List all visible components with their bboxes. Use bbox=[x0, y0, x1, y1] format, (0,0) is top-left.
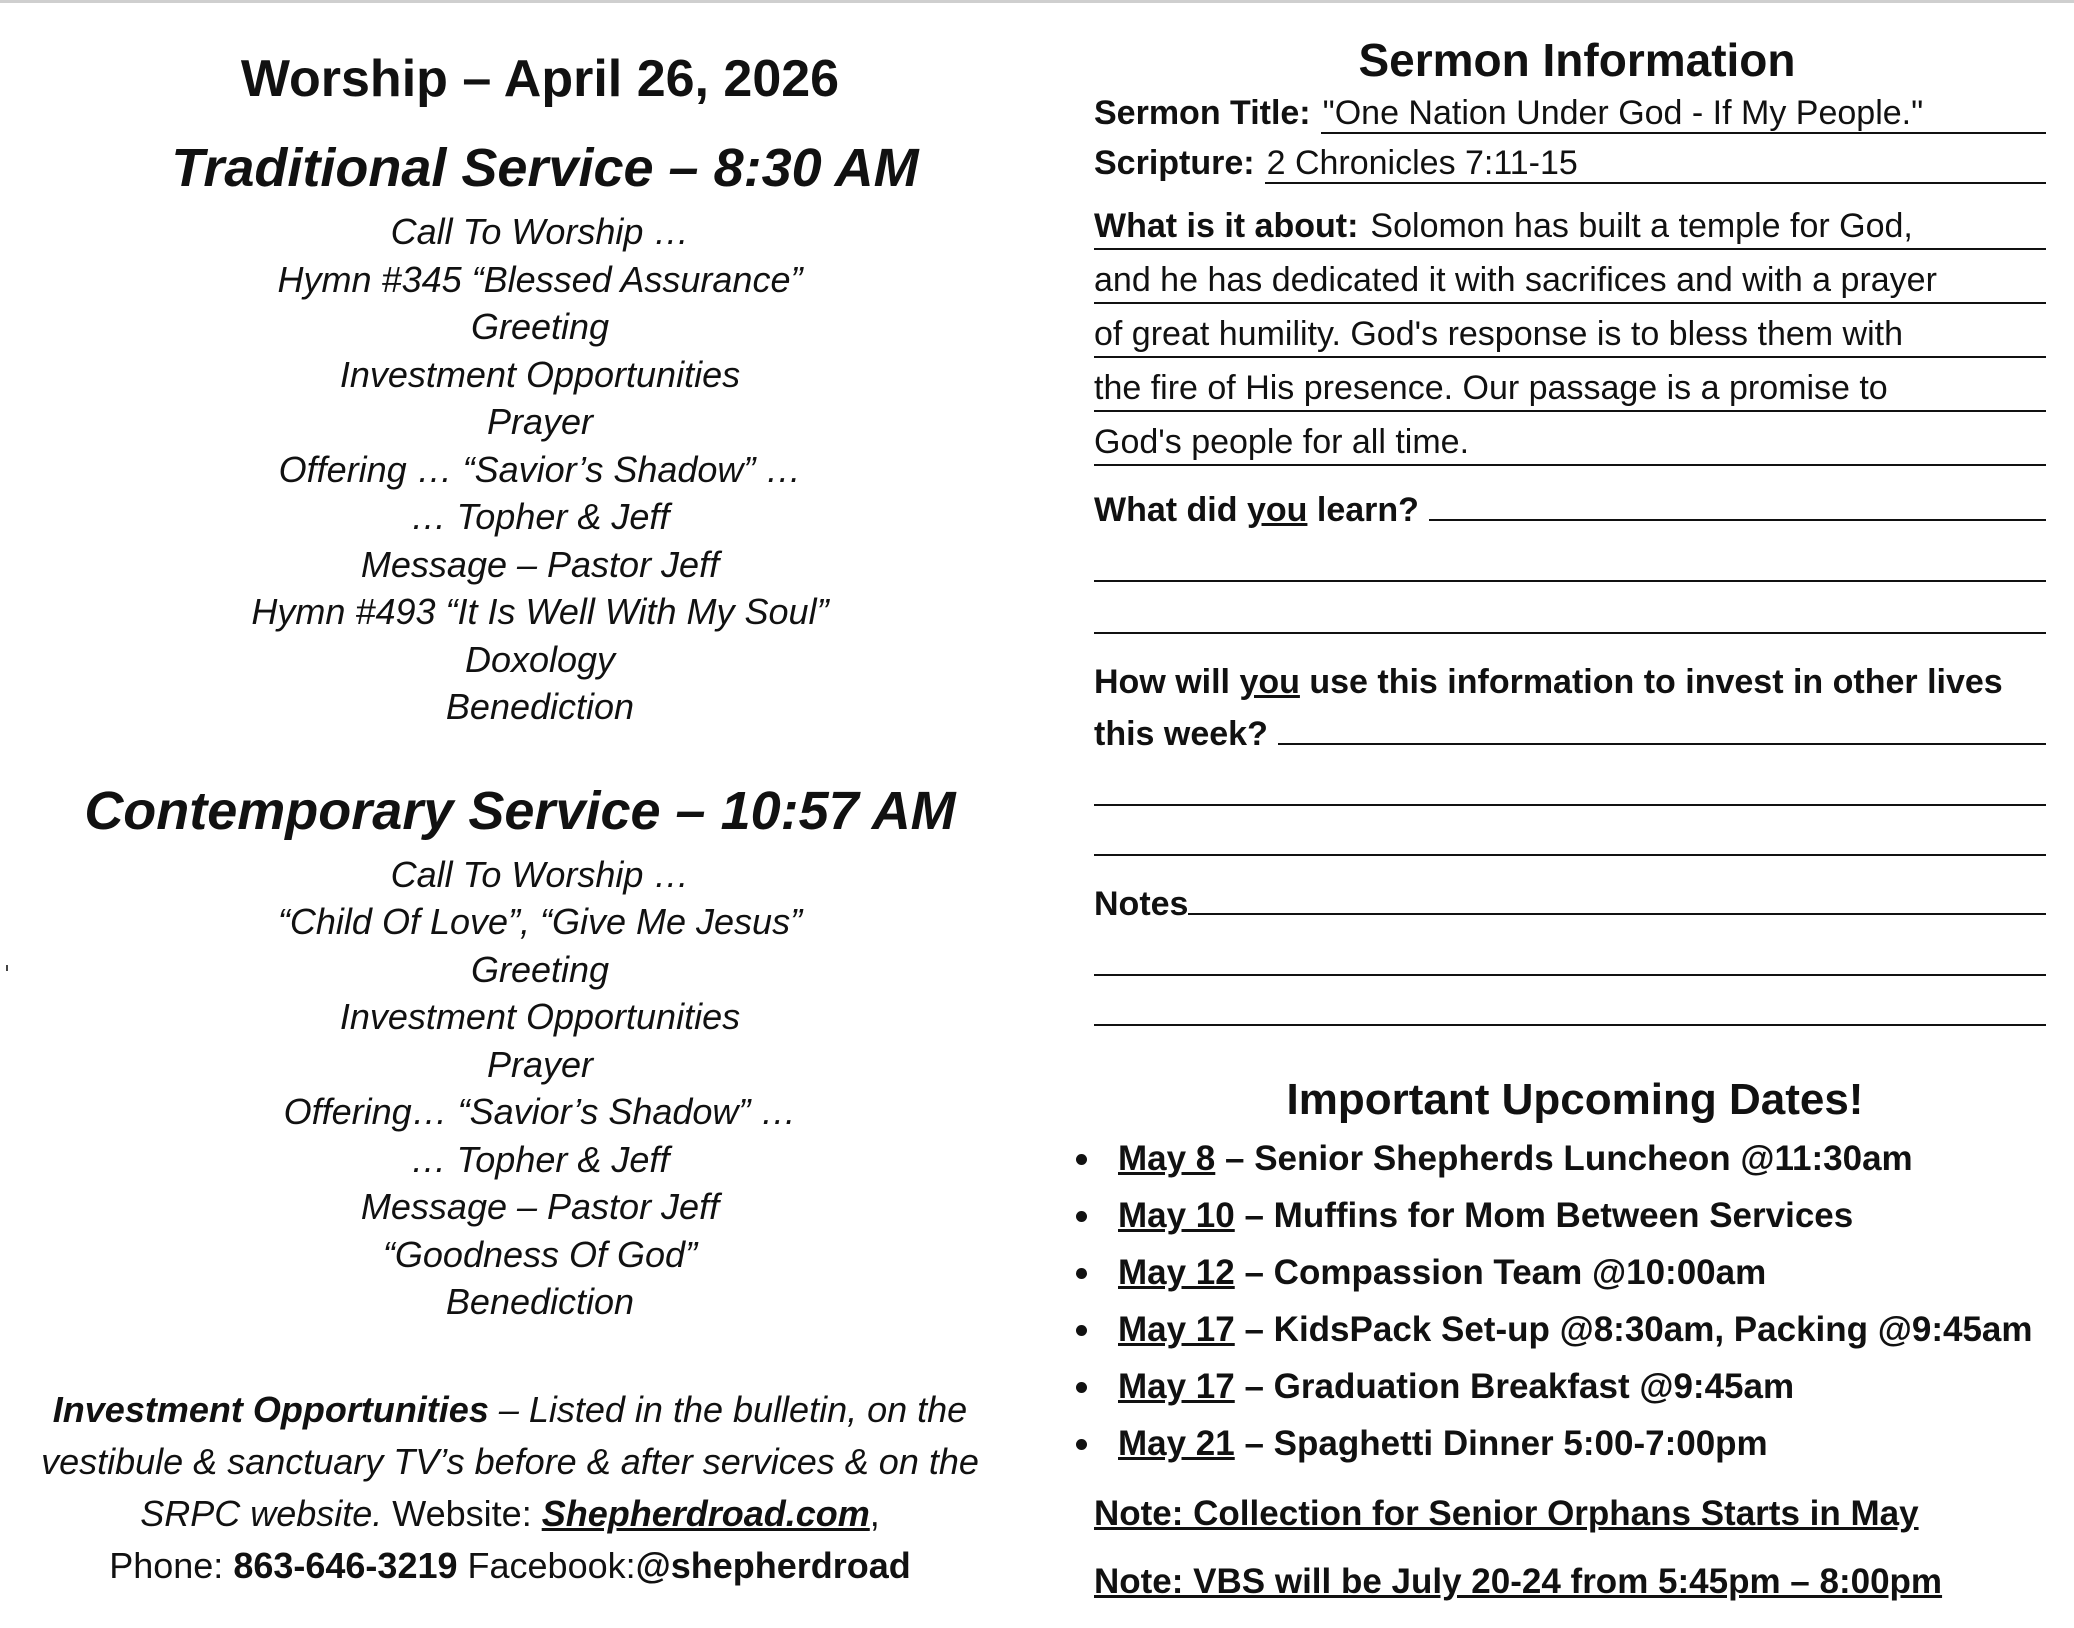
bullet-icon bbox=[1076, 1211, 1087, 1222]
top-border bbox=[0, 0, 2074, 3]
answer-line[interactable] bbox=[1094, 854, 2046, 856]
event-date: May 17 bbox=[1118, 1367, 1235, 1406]
program-item: Message – Pastor Jeff bbox=[360, 1186, 720, 1227]
traditional-program-list bbox=[40, 208, 980, 731]
program-item: Greeting bbox=[470, 948, 610, 990]
phone-label: Phone: bbox=[109, 1544, 234, 1586]
event-text: – Graduation Breakfast @9:45am bbox=[1234, 1367, 1795, 1406]
note-senior-orphans: Note: Collection for Senior Orphans Starts in May bbox=[1094, 1494, 1919, 1533]
question-invest: How will you use this information to invest in other lives bbox=[1094, 663, 2003, 701]
event-date: May 12 bbox=[1118, 1253, 1235, 1292]
answer-line[interactable] bbox=[1278, 743, 2046, 745]
about-section bbox=[1094, 202, 2046, 466]
event-text: – Compassion Team @10:00am bbox=[1234, 1253, 1767, 1292]
bullet-icon bbox=[1076, 1154, 1087, 1165]
phone-number: 863-646-3219 bbox=[233, 1544, 458, 1586]
about-text: Solomon has built a temple for God, bbox=[1370, 207, 1913, 245]
sermon-title-row bbox=[1094, 88, 2046, 138]
program-item: … Topher & Jeff bbox=[410, 1138, 670, 1180]
date-item bbox=[1094, 1358, 2046, 1415]
investment-text: – Listed in the bulletin, on the vestibule & sanctuary TV’s before & after services & on the SRPC website. bbox=[41, 1388, 979, 1534]
worship-date-title: Worship – April 26, 2026 bbox=[240, 50, 840, 108]
program-item: Hymn #493 “It Is Well With My Soul” bbox=[251, 591, 829, 632]
date-item bbox=[1094, 1130, 2046, 1187]
answer-line[interactable] bbox=[1094, 632, 2046, 634]
website-link[interactable]: Shepherdroad.com bbox=[541, 1492, 870, 1534]
about-line: God's people for all time. bbox=[1094, 418, 2046, 466]
event-date: May 17 bbox=[1118, 1310, 1235, 1349]
event-date: May 21 bbox=[1118, 1424, 1235, 1463]
facebook-label: Facebook: bbox=[457, 1544, 636, 1586]
question-invest-row bbox=[1094, 650, 2046, 702]
sermon-information-heading: Sermon Information bbox=[1358, 34, 1796, 86]
program-item: “Child Of Love”, “Give Me Jesus” bbox=[277, 901, 803, 942]
sermon-title-value: "One Nation Under God - If My People." bbox=[1321, 94, 2046, 134]
worship-order-column bbox=[40, 40, 980, 1628]
investment-opportunities-note bbox=[40, 1384, 980, 1592]
notes-line[interactable] bbox=[1188, 913, 2046, 915]
upcoming-dates-list bbox=[1094, 1130, 2046, 1472]
answer-line[interactable] bbox=[1094, 804, 2046, 806]
about-line: the fire of His presence. Our passage is a promise to bbox=[1094, 364, 2046, 412]
scripture-label: Scripture: bbox=[1094, 144, 1255, 182]
program-item: Investment Opportunities bbox=[339, 353, 741, 395]
traditional-service-title: Traditional Service – 8:30 AM bbox=[171, 138, 919, 198]
program-item: Call To Worship … bbox=[390, 853, 690, 895]
upcoming-dates-heading: Important Upcoming Dates! bbox=[1286, 1075, 1864, 1124]
sermon-column bbox=[1094, 32, 2046, 1616]
program-item: Call To Worship … bbox=[390, 211, 690, 252]
contemporary-service-title: Contemporary Service – 10:57 AM bbox=[84, 780, 956, 841]
contemporary-program-list bbox=[40, 851, 980, 1326]
date-item bbox=[1094, 1415, 2046, 1472]
question-invest-line2: this week? bbox=[1094, 715, 1268, 753]
program-item: Message – Pastor Jeff bbox=[360, 543, 720, 585]
event-text: – Muffins for Mom Between Services bbox=[1234, 1196, 1854, 1235]
bullet-icon bbox=[1076, 1439, 1087, 1450]
bullet-icon bbox=[1076, 1268, 1087, 1279]
question-learn: What did you learn? bbox=[1094, 491, 1419, 529]
date-item bbox=[1094, 1187, 2046, 1244]
sermon-title-label: Sermon Title: bbox=[1094, 94, 1311, 132]
bullet-icon bbox=[1076, 1382, 1087, 1393]
program-item: Benediction bbox=[445, 1281, 635, 1322]
question-learn-row bbox=[1094, 478, 2046, 530]
program-item: Doxology bbox=[464, 638, 616, 680]
question-invest-row-2 bbox=[1094, 702, 2046, 754]
comma: , bbox=[869, 1492, 880, 1534]
program-item: … Topher & Jeff bbox=[410, 496, 670, 537]
answer-line[interactable] bbox=[1094, 580, 2046, 582]
program-item: Greeting bbox=[470, 306, 610, 347]
scripture-value: 2 Chronicles 7:11-15 bbox=[1265, 144, 2046, 184]
website-label: Website: bbox=[382, 1492, 542, 1534]
notes-label: Notes bbox=[1094, 885, 1189, 923]
program-item: Prayer bbox=[486, 401, 594, 442]
notes-row bbox=[1094, 872, 2046, 924]
answer-line[interactable] bbox=[1429, 519, 2046, 521]
program-item: Prayer bbox=[486, 1043, 594, 1085]
event-date: May 10 bbox=[1118, 1196, 1235, 1235]
date-item bbox=[1094, 1301, 2046, 1358]
date-item bbox=[1094, 1244, 2046, 1301]
program-item: Offering … “Savior’s Shadow” … bbox=[278, 448, 802, 490]
event-text: – Spaghetti Dinner 5:00-7:00pm bbox=[1234, 1424, 1768, 1463]
event-text: – Senior Shepherds Luncheon @11:30am bbox=[1215, 1139, 1913, 1178]
about-label: What is it about: bbox=[1094, 207, 1359, 245]
program-item: Hymn #345 “Blessed Assurance” bbox=[277, 258, 803, 300]
event-date: May 8 bbox=[1118, 1139, 1216, 1178]
investment-label: Investment Opportunities bbox=[52, 1388, 489, 1430]
program-item: “Goodness Of God” bbox=[382, 1233, 698, 1275]
scripture-row bbox=[1094, 138, 2046, 188]
facebook-handle: @shepherdroad bbox=[635, 1544, 911, 1586]
note-vbs: Note: VBS will be July 20-24 from 5:45pm – 8:00pm bbox=[1094, 1562, 1943, 1601]
about-line: of great humility. God's response is to bless them with bbox=[1094, 310, 2046, 358]
stray-mark bbox=[6, 965, 8, 971]
about-line bbox=[1094, 202, 2046, 250]
program-item: Offering… “Savior’s Shadow” … bbox=[283, 1091, 797, 1132]
about-line: and he has dedicated it with sacrifices and with a prayer bbox=[1094, 256, 2046, 304]
bullet-icon bbox=[1076, 1325, 1087, 1336]
event-text: – KidsPack Set-up @8:30am, Packing @9:45am bbox=[1234, 1310, 2033, 1349]
notes-line[interactable] bbox=[1094, 974, 2046, 976]
program-item: Investment Opportunities bbox=[339, 996, 741, 1037]
program-item: Benediction bbox=[445, 686, 635, 727]
notes-line[interactable] bbox=[1094, 1024, 2046, 1026]
